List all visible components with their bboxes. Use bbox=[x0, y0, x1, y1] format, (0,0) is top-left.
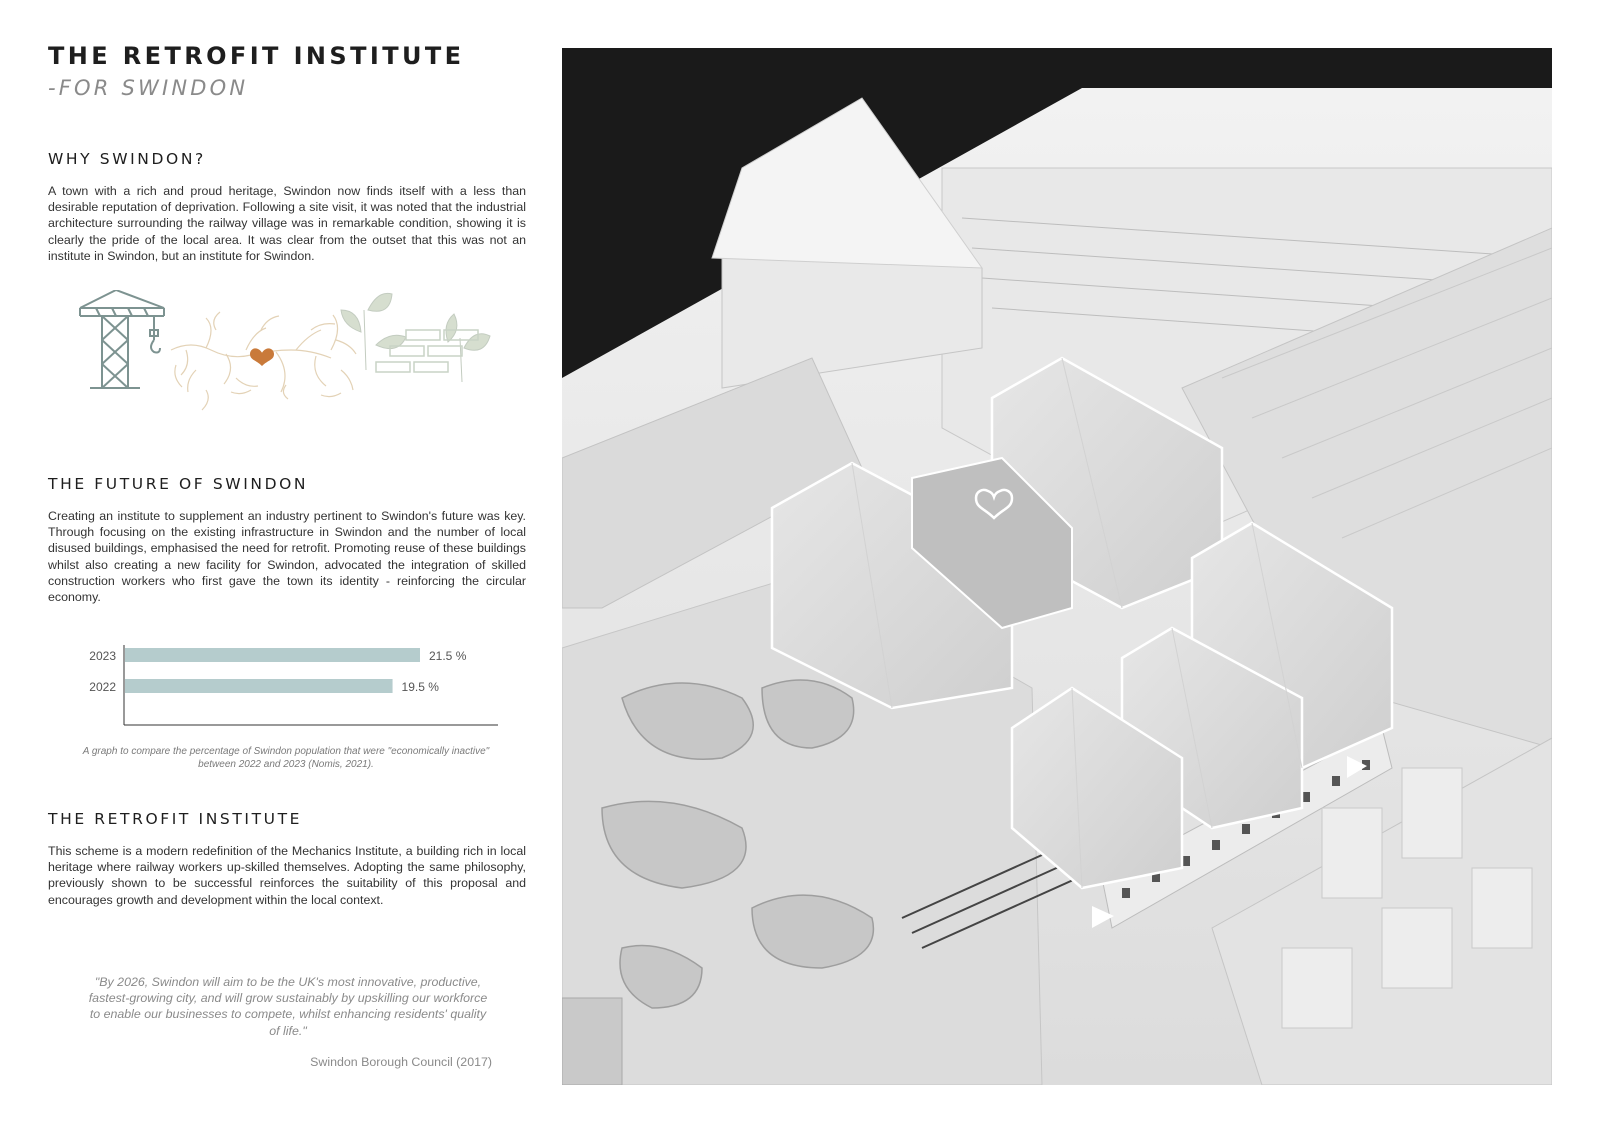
page-title: THE RETROFIT INSTITUTE bbox=[48, 42, 465, 70]
economic-inactivity-chart bbox=[78, 645, 498, 735]
section-body-retrofit: This scheme is a modern redefinition of the Mechanics Institute, a building rich in local heritage where railway workers up-skilled themselves. Adopting the same philosophy, previously shown to be successful reinforces the suitability of this proposal and encourages growth and development within the local context. bbox=[48, 844, 526, 907]
site-model-photo bbox=[562, 48, 1552, 1085]
section-heading-why: WHY SWINDON? bbox=[48, 150, 206, 168]
quote-source: Swindon Borough Council (2017) bbox=[310, 1055, 492, 1069]
heritage-illustration bbox=[76, 290, 506, 430]
site-model-drawing bbox=[562, 48, 1552, 1085]
chart-bar bbox=[125, 648, 420, 662]
leaves-icon bbox=[341, 293, 490, 382]
council-quote: "By 2026, Swindon will aim to be the UK's most innovative, productive, fastest-growing city, and will grow sustainably by upskilling our workforce to enable our businesses to compete, whilst enhancing residents' quality of life." bbox=[88, 975, 488, 1038]
section-body-why: A town with a rich and proud heritage, Swindon now finds itself with a less than desirable reputation of deprivation. Following a site visit, it was noted that the industrial architecture surrounding the railway village was in remarkable condition, showing it is clearly the pride of the local area. It was clear from the outset that this was not an institute in Swindon, but an institute for Swindon. bbox=[48, 184, 526, 263]
chart-value-label: 19.5 % bbox=[401, 680, 439, 694]
section-heading-future: THE FUTURE OF SWINDON bbox=[48, 475, 309, 493]
chart-category-label: 2023 bbox=[89, 649, 116, 663]
chart-caption: A graph to compare the percentage of Swindon population that were "economically inactive" between 2022 and 2023 (Nomis, 2021). bbox=[82, 746, 490, 770]
section-body-future: Creating an institute to supplement an industry pertinent to Swindon's future was key. Through focusing on the existing infrastructure in Swindon and the number of local disused buildings, emphasised the need for retrofit. Promoting reuse of these buildings whilst also creating a new facility for Swindon, advocated the integration of skilled construction workers who first gave the town its identity - reinforcing the circular economy. bbox=[48, 509, 526, 605]
heart-icon bbox=[250, 348, 274, 366]
crane-icon bbox=[80, 290, 164, 388]
chart-category-label: 2022 bbox=[89, 680, 116, 694]
section-heading-retrofit: THE RETROFIT INSTITUTE bbox=[48, 810, 303, 828]
chart-value-label: 21.5 % bbox=[429, 649, 467, 663]
chart-bar bbox=[125, 679, 393, 693]
page-subtitle: -FOR SWINDON bbox=[48, 76, 249, 100]
